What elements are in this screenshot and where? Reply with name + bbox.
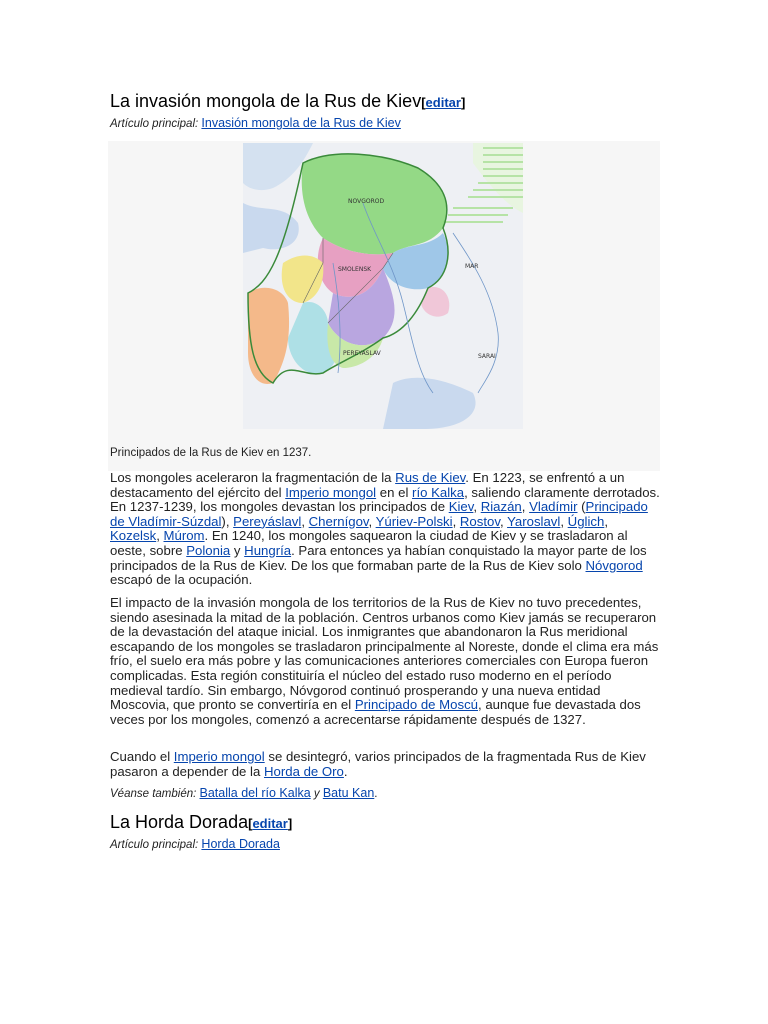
edit-link[interactable]: editar [252,816,288,831]
link-principado-vladimir-suzdal[interactable]: Principado de Vladímir-Súzdal [110,499,648,529]
section-heading-horda [110,812,292,833]
link-novgorod[interactable]: Nóvgorod [585,557,643,573]
svg-text:NOVGOROD: NOVGOROD [348,198,385,205]
map-figure [108,141,660,471]
section-heading-invasion [110,91,465,112]
link-yaroslavl[interactable]: Yaroslavl [507,513,561,529]
link-vladimir[interactable]: Vladímir [529,499,578,515]
paragraph-fragmentation: Los mongoles aceleraron la fragmentación de la Rus de Kiev. En 1223, se enfrentó a un destacamento del ejército del Imperio mongol en el río Kalka, saliendo claramente derrotados. En 1237-1239, los mongoles devastan los principados de Kiev, Riazán, Vladímir (Principado de Vladímir-Súzdal), Pereyáslavl, Chernígov, Yúriev-Polski, Rostov, Yaroslavl, Úglich, Kozelsk, Múrom. En 1240, los mongoles saquearon la ciudad de Kiev y se trasladaron al oeste, sobre Polonia y Hungría. Para entonces ya habían conquistado la mayor parte de los principados de la Rus de Kiev. De los que formaban parte de la Rus de Kiev solo Nóvgorod escapó de la ocupación. [110,470,660,588]
link-uglich[interactable]: Úglich [567,513,605,529]
edit-section: [editar] [248,816,293,831]
main-article-note: Artículo principal: Horda Dorada [110,837,280,851]
svg-text:MAR: MAR [465,263,479,270]
link-murom[interactable]: Múrom [163,528,205,544]
paragraph-impact: El impacto de la invasión mongola de los territorios de la Rus de Kiev no tuvo precedentes, siendo asesinada la mitad de la población. Centros urbanos como Kiev jamás se recuperaron de la devastación del ataque inicial. Los inmigrantes que abandonaron la Rus meridional escapando de los mongoles se trasladaron principalmente al Noreste, donde el clima era más frío, el suelo era más pobre y las comunicaciones anteriores comerciales con Europa fueron complicadas. Esta región constituiría el núcleo del estado ruso moderno en el período medieval tardío. Sin embargo, Nóvgorod continuó prosperando y una nueva entidad Moscovia, que pronto se convertiría en el Principado de Moscú, aunque fue devastada dos veces por los mongoles, comenzó a acrecentarse rápidamente después de 1327. [110,595,659,727]
link-principado-moscu[interactable]: Principado de Moscú [354,697,478,713]
edit-link[interactable]: editar [425,95,461,110]
link-imperio-mongol-2[interactable]: Imperio mongol [173,749,265,764]
link-batu-kan[interactable]: Batu Kan [322,786,375,800]
link-rio-kalka[interactable]: río Kalka [412,484,465,500]
main-article-note: Artículo principal: Invasión mongola de la Rus de Kiev [110,116,401,130]
link-rus-de-kiev[interactable]: Rus de Kiev [395,470,466,485]
main-article-link[interactable]: Invasión mongola de la Rus de Kiev [201,116,401,130]
link-pereyaslavl[interactable]: Pereyáslavl [233,513,302,529]
section-title: La invasión mongola de la Rus de Kiev [110,91,422,111]
link-rostov[interactable]: Rostov [459,513,500,529]
svg-text:SMOLENSK: SMOLENSK [338,266,372,273]
link-imperio-mongol[interactable]: Imperio mongol [285,484,377,500]
svg-text:PEREYASLAV: PEREYASLAV [343,350,381,357]
svg-text:SARAI: SARAI [478,353,496,360]
paragraph-golden-horde: Cuando el Imperio mongol se desintegró, varios principados de la fragmentada Rus de Kiev pasaron a depender de la Horda de Oro. [110,749,646,779]
link-hungria[interactable]: Hungría [244,542,292,558]
link-yuriev-polski[interactable]: Yúriev-Polski [375,513,453,529]
section-title: La Horda Dorada [110,812,249,832]
map-image[interactable] [243,143,523,429]
link-horda-de-oro[interactable]: Horda de Oro [263,763,344,779]
edit-section: [editar] [421,95,466,110]
link-batalla-rio-kalka[interactable]: Batalla del río Kalka [199,786,311,800]
link-riazan[interactable]: Riazán [480,499,522,515]
link-kiev[interactable]: Kiev [448,499,474,515]
link-chernigov[interactable]: Chernígov [308,513,369,529]
link-kozelsk[interactable]: Kozelsk [110,528,157,544]
map-caption: Principados de la Rus de Kiev en 1237. [110,447,312,459]
main-article-link[interactable]: Horda Dorada [201,837,280,851]
see-also-note: Véanse también: Batalla del río Kalka y Batu Kan. [110,786,378,800]
link-polonia[interactable]: Polonia [186,542,231,558]
